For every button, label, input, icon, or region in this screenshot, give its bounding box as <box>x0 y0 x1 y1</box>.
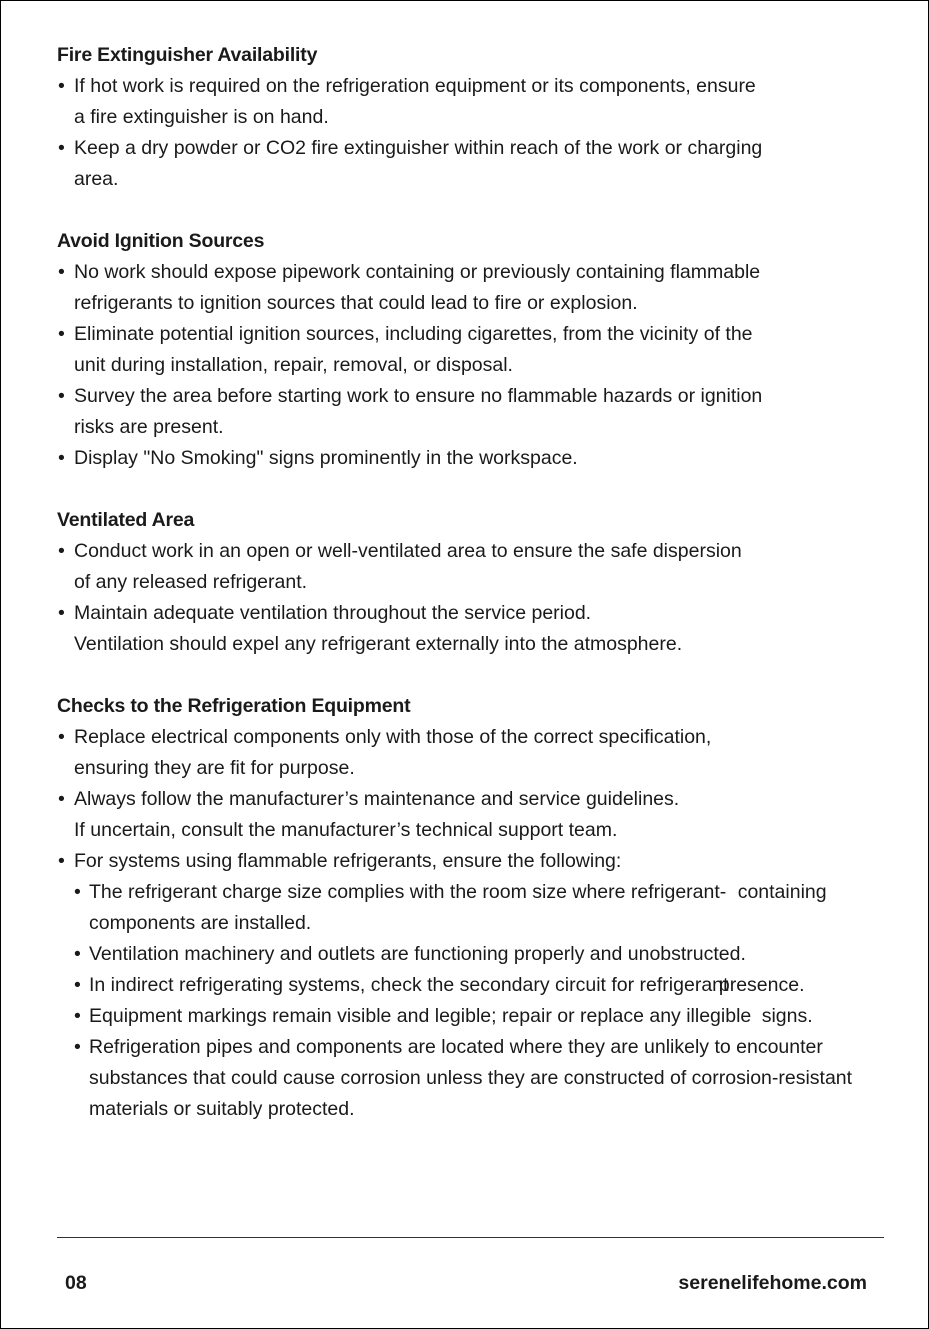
section-fire-extinguisher <box>57 40 887 195</box>
list-item-text: Ventilation should expel any refrigerant externally into the atmosphere. <box>74 633 683 655</box>
list-item <box>57 536 887 598</box>
list-item-text: • Maintain adequate ventilation throughout the service period. <box>74 602 592 624</box>
sub-list-item <box>57 1001 887 1032</box>
section-equipment-checks <box>57 691 887 1125</box>
website-link[interactable]: serenelifehome.com <box>678 1272 867 1294</box>
list-item-text: Ventilation machinery and outlets are functioning properly and unobstructed. <box>89 943 746 965</box>
sub-list-item <box>57 877 887 939</box>
section-avoid-ignition <box>57 226 887 474</box>
list-item-text: • Display "No Smoking" signs prominently in the workspace. <box>74 447 578 469</box>
list-item <box>57 381 887 443</box>
list-item <box>57 722 887 784</box>
list-item-text: unit during installation, repair, removal, or disposal. <box>74 354 513 376</box>
list-item-text: Equipment markings remain visible and legible; repair or replace any illegible <box>89 1005 752 1027</box>
list-item-text: • Replace electrical components only with those of the correct specification, <box>74 726 712 748</box>
list-item-text: encounter substances that could cause corrosion unless they are constructed <box>89 1036 823 1089</box>
list-item <box>57 257 887 319</box>
section-title: Ventilated Area <box>57 509 195 531</box>
sub-list-item <box>57 1032 887 1125</box>
list-item-text: • Survey the area before starting work to ensure no flammable hazards or ignition <box>74 385 763 407</box>
list-item-text: The refrigerant charge size complies with the room size where refrigerant- <box>89 881 727 903</box>
list-item-text: In indirect refrigerating systems, check the secondary circuit for refrigerant <box>89 974 729 996</box>
section-title: Avoid Ignition Sources <box>57 230 265 252</box>
list-item-text: • Eliminate potential ignition sources, including cigarettes, from the vicinity of the <box>74 323 753 345</box>
list-item <box>57 598 887 660</box>
sub-list-item <box>57 939 887 970</box>
footer-divider <box>57 1237 884 1238</box>
list-item-text: • Always follow the manufacturer’s maintenance and service guidelines. <box>74 788 680 810</box>
list-item-text: • Keep a dry powder or CO2 fire extinguisher within reach of the work or charging <box>74 137 763 159</box>
sub-list-item <box>57 970 887 1001</box>
list-item <box>57 319 887 381</box>
list-item-text: If uncertain, consult the manufacturer’s technical support team. <box>74 819 618 841</box>
list-item-text: containing components are installed. <box>89 881 827 934</box>
list-item-text: • If hot work is required on the refrigeration equipment or its components, ensure <box>74 75 756 97</box>
list-item-text: • Conduct work in an open or well-ventilated area to ensure the safe dispersion <box>74 540 742 562</box>
list-item <box>57 784 887 846</box>
list-item-text: risks are present. <box>74 416 224 438</box>
list-item-text: Refrigeration pipes and components are located where they are unlikely to <box>89 1036 731 1058</box>
document-body <box>57 40 887 1156</box>
list-item <box>57 71 887 133</box>
list-item-text: ensuring they are fit for purpose. <box>74 757 355 779</box>
section-title: Fire Extinguisher Availability <box>57 44 318 66</box>
page-number: 08 <box>65 1272 87 1294</box>
list-item <box>57 846 887 877</box>
list-item-text: of corrosion-resistant materials or suitably protected. <box>89 1067 853 1120</box>
list-item-text: • For systems using flammable refrigerants, ensure the following: <box>74 850 622 872</box>
list-item <box>57 133 887 195</box>
list-item-text: a fire extinguisher is on hand. <box>74 106 329 128</box>
list-item-text: area. <box>74 168 119 190</box>
list-item-text: signs. <box>761 1005 813 1027</box>
list-item-text: of any released refrigerant. <box>74 571 308 593</box>
list-item-text: • No work should expose pipework containing or previously containing flammable <box>74 261 761 283</box>
list-item-text: refrigerants to ignition sources that could lead to fire or explosion. <box>74 292 638 314</box>
section-ventilated-area <box>57 505 887 660</box>
section-title: Checks to the Refrigeration Equipment <box>57 695 411 717</box>
list-item-text: presence. <box>718 974 805 996</box>
list-item <box>57 443 887 474</box>
